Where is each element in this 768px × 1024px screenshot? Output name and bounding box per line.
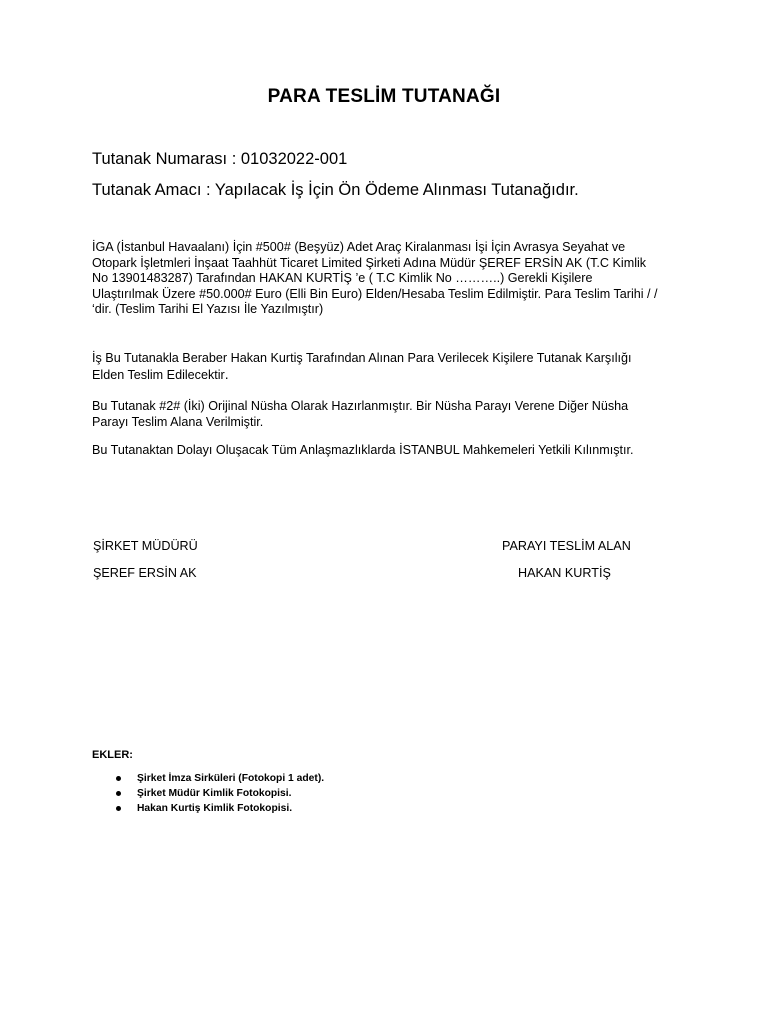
signature-left-name: ŞEREF ERSİN AK [93, 566, 197, 580]
attachment-label: Hakan Kurtiş Kimlik Fotokopisi. [137, 803, 293, 814]
attachment-item [116, 771, 324, 786]
signature-right-title: PARAYI TESLİM ALAN [502, 539, 631, 553]
paragraph-copies: Bu Tutanak #2# (İki) Orijinal Nüsha Olarak Hazırlanmıştır. Bir Nüsha Parayı Verene Diğer Nüsha Parayı Teslim Alana Verilmiştir. [92, 399, 629, 429]
signature-right-name: HAKAN KURTİŞ [518, 566, 611, 580]
paragraph-handover-period: . [224, 365, 229, 382]
paragraph-handover-text: İş Bu Tutanakla Beraber Hakan Kurtiş Tarafından Alınan Para Verilecek Kişilere Tutanak Karşılığı Elden Teslim Edilecektir [92, 351, 632, 382]
bullet-icon [116, 791, 121, 796]
attachments-list [116, 771, 324, 816]
attachments-heading: EKLER: [92, 749, 133, 761]
record-purpose: Tutanak Amacı : Yapılacak İş İçin Ön Ödeme Alınması Tutanağıdır. [92, 181, 579, 199]
attachment-item [116, 786, 324, 801]
paragraph-delivery-details: İGA (İstanbul Havaalanı) İçin #500# (Beşyüz) Adet Araç Kiralanması İşi İçin Avrasya Seyahat ve Otopark İşletmleri İnşaat Taahhüt Ticaret Limited Şirketi Adına Müdür ŞEREF ERSİN AK (T.C Kimlik No 13901483287) Tarafından HAKAN KURTİŞ ’e ( T.C Kimlik No ………..) Gerekli Kişilere Ulaştırılmak Üzere #50.000# Euro (Elli Bin Euro) Elden/Hesaba Teslim Edilmiştir. Para Teslim Tarihi / / ‘dir. (Teslim Tarihi El Yazısı İle Yazılmıştır) [92, 240, 658, 316]
bullet-icon [116, 806, 121, 811]
attachment-item [116, 801, 324, 816]
document-title: PARA TESLİM TUTANAĞI [267, 86, 501, 107]
paragraph-handover-statement [92, 351, 660, 383]
paragraph-jurisdiction: Bu Tutanaktan Dolayı Oluşacak Tüm Anlaşmazlıklarda İSTANBUL Mahkemeleri Yetkili Kılınmıştır. [92, 443, 634, 457]
signature-left-title: ŞİRKET MÜDÜRÜ [93, 539, 198, 553]
bullet-icon [116, 776, 121, 781]
record-number: Tutanak Numarası : 01032022-001 [92, 150, 348, 168]
attachment-label: Şirket İmza Sirküleri (Fotokopi 1 adet). [137, 773, 325, 784]
attachment-label: Şirket Müdür Kimlik Fotokopisi. [137, 788, 292, 799]
